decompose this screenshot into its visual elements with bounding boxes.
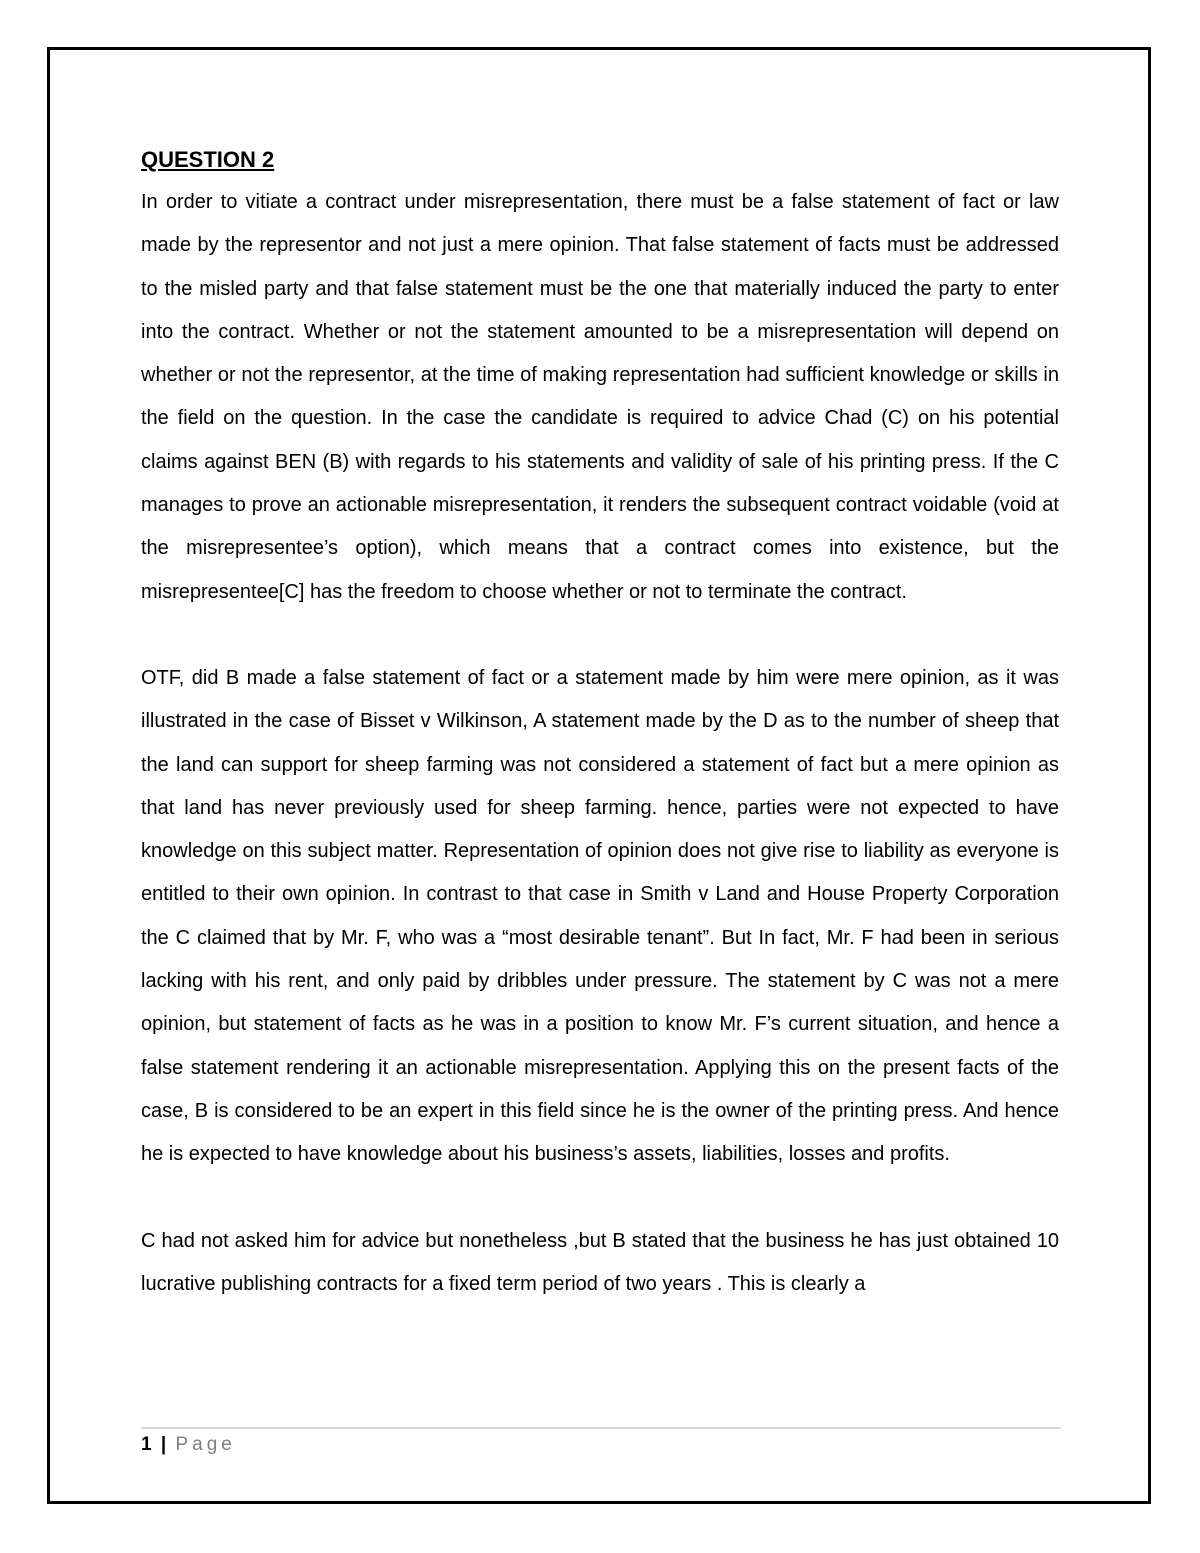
paragraph-opinion-vs-fact: OTF, did B made a false statement of fact or a statement made by him were mere opinion, as it was illustrated in the case of Bisset v Wilkinson, A statement made by the D as to the number of sheep that the land can support for sheep farming was not considered a statement of fact but a mere opinion as that land has never previously used for sheep farming. hence, parties were not expected to have knowledge on this subject matter. Representation of opinion does not give rise to liability as everyone is entitled to their own opinion. In contrast to that case in Smith v Land and House Property Corporation the C claimed that by Mr. F, who was a “most desirable tenant”. But In fact, Mr. F had been in serious lacking with his rent, and only paid by dribbles under pressure. The statement by C was not a mere opinion, but statement of facts as he was in a position to know Mr. F’s current situation, and hence a false statement rendering it an actionable misrepresentation. Applying this on the present facts of the case, B is considered to be an expert in this field since he is the owner of the printing press. And hence he is expected to have knowledge about his business’s assets, liabilities, losses and profits.: [141, 666, 1059, 1166]
page-label: Page: [175, 1434, 236, 1455]
page-footer: [141, 1432, 236, 1458]
page-number: 1: [141, 1434, 152, 1455]
question-heading: QUESTION 2: [141, 147, 275, 172]
document-body: [141, 138, 1059, 1306]
footer-divider: [141, 1427, 1061, 1429]
footer-separator: |: [160, 1434, 167, 1455]
paragraph-intro: In order to vitiate a contract under misrepresentation, there must be a false statement of fact or law made by the representor and not just a mere opinion. That false statement of facts must be addressed to the misled party and that false statement must be the one that materially induced the party to enter into the contract. Whether or not the statement amounted to be a misrepresentation will depend on whether or not the representor, at the time of making representation had sufficient knowledge or skills in the field on the question. In the case the candidate is required to advice Chad (C) on his potential claims against BEN (B) with regards to his statements and validity of sale of his printing press. If the C manages to prove an actionable misrepresentation, it renders the subsequent contract voidable (void at the misrepresentee’s option), which means that a contract comes into existence, but the misrepresentee[C] has the freedom to choose whether or not to terminate the contract.: [141, 191, 1059, 603]
paragraph-advice: C had not asked him for advice but nonetheless ,but B stated that the business he has just obtained 10 lucrative publishing contracts for a fixed term period of two years . This is clearly a: [141, 1229, 1059, 1295]
